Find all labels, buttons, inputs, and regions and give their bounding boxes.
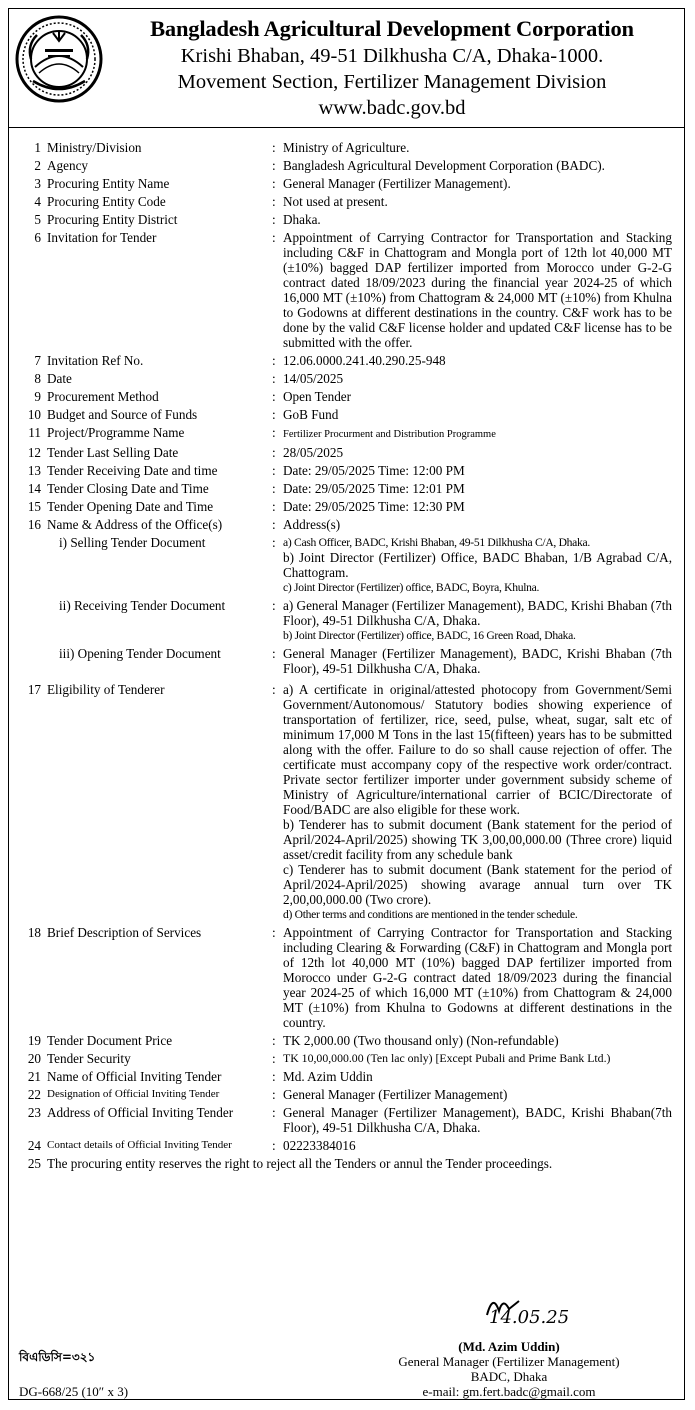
row-label: Tender Receiving Date and time [47,463,218,478]
office-value [283,646,672,676]
row-number: 1 [34,140,41,155]
row-label: Invitation for Tender [47,230,157,245]
row-value: 28/05/2025 [283,445,344,460]
colon: : [272,158,276,173]
colon: : [272,230,276,245]
final-row [9,1156,684,1171]
organization-name: Bangladesh Agricultural Development Corporation [150,16,634,41]
detail-row [9,1051,684,1066]
row-label: Procurement Method [47,389,159,404]
row-number: 24 [27,1138,41,1153]
detail-row [9,353,684,368]
eligibility-value [283,682,672,922]
row-number: 14 [27,481,41,496]
detail-row [9,212,684,227]
detail-row [9,463,684,478]
row-value: 14/05/2025 [283,371,344,386]
row-value: Appointment of Carrying Contractor for Transportation and Stacking including C&F in Chattogram and Mongla port of 12th lot 40,000 MT (±10%) bagged DAP fertilizer imported from Morocco under G-2-G contract dated 18/09/2023 during the financial year 2024-25 of which 16,000 MT (±10%) from Chattogram & 24,000 MT (±10%) from Khulna to Godowns at different destinations in the country. C&F work has to be done by the valid C&F license holder and updated C&F license has to be submitted with the offer. [283,230,672,350]
eligibility-d: d) Other terms and conditions are mentioned in the tender schedule. [283,908,578,921]
row-value: Fertilizer Procurment and Distribution Programme [283,429,496,440]
row-number: 8 [34,371,41,386]
eligibility-a: a) A certificate in original/attested photocopy from Government/Semi Government/Autonomous/ Statutory bodies showing experience of transportation of fertilizer, rice, seed, pulse, wheat, sugar, salt etc of minimum 17,000 M Tons in the last 15(fifteen) years has to be submitted along with the offer. Failure to do so shall cause rejection of offer. The certificate must accompany copy of the respective work order/contract. Private sector fertilizer importer under government subsidy scheme of Ministry of Agriculture/international carrier of BCIC/Directorate of Food/BADC are also eligible for these work. [283,682,672,817]
row-value: General Manager (Fertilizer Management). [283,176,511,191]
row-value: Address(s) [283,517,341,532]
signatory-designation: General Manager (Fertilizer Management) [398,1354,620,1369]
detail-row [9,389,684,404]
row-value: GoB Fund [283,407,339,422]
dg-number: DG-668/25 (10″ x 3) [19,1384,129,1399]
colon: : [272,925,276,940]
row-value: Open Tender [283,389,352,404]
row-label: Procuring Entity Code [47,194,166,209]
colon: : [272,1069,276,1084]
row-value: Md. Azim Uddin [283,1069,373,1084]
detail-row [9,517,684,532]
row-value: Date: 29/05/2025 Time: 12:30 PM [283,499,465,514]
colon: : [272,1033,276,1048]
website: www.badc.gov.bd [318,97,466,119]
row-label: Tender Security [47,1051,131,1066]
row-number: 10 [27,407,41,422]
detail-row [9,176,684,191]
eligibility-b: b) Tenderer has to submit document (Bank statement for the period of April/2024-April/2025) showing TK 3,00,00,000.00 (Three crore) liquid asset/credit facility from any schedule bank [283,817,672,862]
eligibility-row [9,682,684,922]
row-number: 2 [34,158,41,173]
colon: : [272,463,276,478]
bangla-code: বিএডিসি=৩২১ [19,1350,96,1364]
row-value: Dhaka. [283,212,321,227]
row-label: Tender Document Price [47,1033,173,1048]
office-label: iii) Opening Tender Document [59,646,221,661]
eligibility-c: c) Tenderer has to submit document (Bank statement for the period of April/2024-April/2025) showing avarage annual turn over TK 2,00,00,000.00 (Two crore). [283,862,672,907]
signatory-office: BADC, Dhaka [470,1369,548,1384]
row-value: Date: 29/05/2025 Time: 12:01 PM [283,481,465,496]
office-value [283,598,672,643]
colon: : [272,682,276,697]
colon: : [272,140,276,155]
colon: : [272,481,276,496]
row-number: 17 [27,682,41,697]
office-label: ii) Receiving Tender Document [59,598,226,613]
colon: : [272,1105,276,1120]
detail-row [9,445,684,460]
row-number: 11 [28,425,41,440]
office-address-line: b) Joint Director (Fertilizer) office, BADC, 16 Green Road, Dhaka. [283,629,576,642]
detail-row [9,371,684,386]
colon: : [272,445,276,460]
row-label: Tender Last Selling Date [47,445,179,460]
row-label: Address of Official Inviting Tender [47,1105,234,1120]
office-value [283,535,672,595]
office-address-line: a) General Manager (Fertilizer Management), BADC, Krishi Bhaban (7th Floor), 49-51 Dilkhusha C/A, Dhaka. [283,598,672,628]
row-label: Designation of Official Inviting Tender [47,1088,220,1100]
row-number: 12 [27,445,41,460]
row-number: 5 [34,212,41,227]
row-label: Invitation Ref No. [47,353,144,368]
tender-details [9,140,684,1174]
office-address-line: a) Cash Officer, BADC, Krishi Bhaban, 49-51 Dilkhusha C/A, Dhaka. [283,536,590,549]
colon: : [272,517,276,532]
tender-notice [8,8,685,1400]
signatory-name: (Md. Azim Uddin) [458,1339,560,1354]
colon: : [272,212,276,227]
row-number: 6 [34,230,41,245]
row-value: Ministry of Agriculture. [283,140,410,155]
office-label: i) Selling Tender Document [59,535,206,550]
colon: : [272,407,276,422]
row-label: Agency [47,158,89,173]
section-name: Movement Section, Fertilizer Management Division [177,71,607,93]
row-value: General Manager (Fertilizer Management), BADC, Krishi Bhaban(7th Floor), 49-51 Dilkhusha C/A, Dhaka. [283,1105,672,1135]
row-label: Name of Official Inviting Tender [47,1069,222,1084]
colon: : [272,425,276,440]
organization-address: Krishi Bhaban, 49-51 Dilkhusha C/A, Dhaka-1000. [180,45,604,67]
office-row [9,535,684,595]
colon: : [272,353,276,368]
detail-row [9,1105,684,1135]
colon: : [272,371,276,386]
row-value: TK 10,00,000.00 (Ten lac only) [Except Pubali and Prime Bank Ltd.) [283,1051,611,1065]
row-label: Tender Opening Date and Time [47,499,214,514]
row-number: 13 [27,463,41,478]
row-number: 21 [27,1069,41,1084]
detail-row [9,1069,684,1084]
row-value: Date: 29/05/2025 Time: 12:00 PM [283,463,465,478]
row-number: 3 [34,176,41,191]
detail-row [9,1138,684,1153]
row-label: Tender Closing Date and Time [47,481,209,496]
colon: : [272,646,276,661]
colon: : [272,1087,276,1102]
row-number: 7 [34,353,41,368]
office-address-line: c) Joint Director (Fertilizer) office, BADC, Boyra, Khulna. [283,581,540,594]
row-label: Date [47,371,72,386]
colon: : [272,389,276,404]
row-label: Ministry/Division [47,140,142,155]
signatory-block [339,1339,679,1399]
final-text: The procuring entity reserves the right to reject all the Tenders or annul the Tender proceedings. [47,1156,553,1171]
row-number: 16 [27,517,41,532]
row-number: 19 [27,1033,41,1048]
header-divider [9,127,684,128]
row-value: Bangladesh Agricultural Development Corporation (BADC). [283,158,605,173]
row-number: 15 [27,499,41,514]
detail-row [9,425,684,442]
detail-row [9,1033,684,1048]
colon: : [272,1138,276,1153]
detail-row [9,499,684,514]
office-row [9,598,684,643]
detail-row [9,194,684,209]
row-number: 4 [34,194,41,209]
row-label: Brief Description of Services [47,925,202,940]
detail-row [9,140,684,155]
badc-logo-icon [15,15,103,103]
colon: : [272,1051,276,1066]
row-label: Eligibility of Tenderer [47,682,165,697]
office-row [9,646,684,676]
row-value: Appointment of Carrying Contractor for Transportation and Stacking including Clearing & Forwarding (C&F) in Chattogram and Mongla port of 12th lot 40,000 MT (10%) bagged DAP fertilizer imported from Morocco under G-2-G contract dated 18/09/2023 during the financial year 2024-25 of which 16,000 MT (±10%) from Chattogram & 24,000 MT (±10%) from Khulna to Godowns at different destinations in the country. [283,925,672,1030]
colon: : [272,176,276,191]
row-label: Name & Address of the Office(s) [47,517,223,532]
row-number: 25 [27,1156,41,1171]
row-label: Contact details of Official Inviting Tender [47,1139,232,1151]
row-value: General Manager (Fertilizer Management) [283,1087,508,1102]
row-label: Budget and Source of Funds [47,407,198,422]
row-label: Procuring Entity Name [47,176,170,191]
row-number: 22 [27,1087,41,1102]
row-number: 18 [27,925,41,940]
row-number: 23 [27,1105,41,1120]
colon: : [272,499,276,514]
detail-row [9,407,684,422]
row-value: 02223384016 [283,1138,356,1153]
row-label: Procuring Entity District [47,212,178,227]
detail-row [9,158,684,173]
row-value: Not used at present. [283,194,388,209]
row-number: 20 [27,1051,41,1066]
detail-row [9,481,684,496]
letterhead [9,9,684,127]
signature-date: 14.05.25 [489,1307,570,1328]
detail-row [9,1087,684,1102]
detail-row [9,230,684,350]
detail-row [9,925,684,1030]
colon: : [272,194,276,209]
colon: : [272,535,276,550]
office-address-line: General Manager (Fertilizer Management), BADC, Krishi Bhaban (7th Floor), 49-51 Dilkhusha C/A, Dhaka. [283,646,672,676]
row-value: 12.06.0000.241.40.290.25-948 [283,353,446,368]
colon: : [272,598,276,613]
footer [9,1287,684,1399]
office-address-line: b) Joint Director (Fertilizer) Office, BADC Bhaban, 1/B Agrabad C/A, Chattogram. [283,550,672,580]
row-label: Project/Programme Name [47,425,185,440]
row-value: TK 2,000.00 (Two thousand only) (Non-refundable) [283,1033,559,1048]
signatory-email: e-mail: gm.fert.badc@gmail.com [422,1384,596,1399]
row-number: 9 [34,389,41,404]
